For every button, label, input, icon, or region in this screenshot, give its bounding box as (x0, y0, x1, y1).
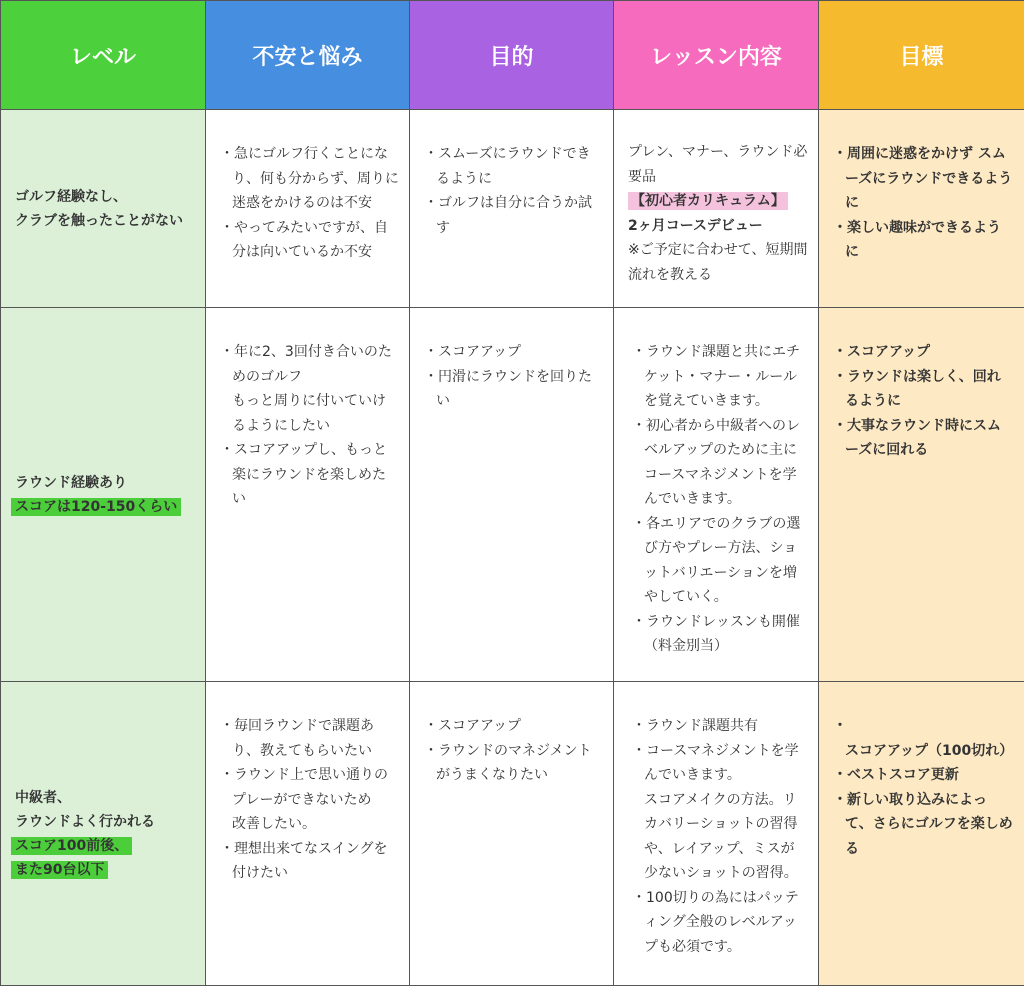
level-text: 中級者、 (15, 789, 71, 806)
list-item: ・スコアアップ（100切れ） (833, 718, 1014, 759)
level-cell (1, 110, 206, 308)
lesson-content-cell (614, 308, 819, 682)
list-item: ・円滑にラウンドを回りたい (424, 368, 592, 409)
list-item: ・急にゴルフ行くことになり、何も分からず、周りに迷惑をかけるのは不安 (220, 146, 399, 211)
worries-cell (206, 110, 410, 308)
list-item: ・スコアアップし、もっと楽にラウンドを楽しめたい (220, 442, 388, 507)
list-item: ・ラウンド課題と共にエチケット・マナー・ルールを覚えていきます。 (632, 344, 800, 409)
table-row (1, 308, 1024, 682)
list-item: ・100切りの為にはパッティング全般のレベルアップも必須です。 (632, 889, 799, 955)
list-item: ・大事なラウンド時にスムーズに回れる (833, 417, 1001, 458)
header-row (1, 1, 1024, 110)
header-worries: 不安と悩み (206, 1, 410, 110)
goals-cell (819, 110, 1024, 308)
list-item: ・初心者から中級者へのレベルアップのために主にコースマネジメントを学んでいきます。 (632, 417, 800, 507)
goals-cell (819, 682, 1024, 986)
list-item: ・ラウンドレッスンも開催（料金別当） (632, 613, 800, 654)
list-item: ・ラウンド上で思い通りのプレーができないため 改善したい。 (220, 767, 388, 832)
table-row (1, 682, 1024, 986)
list-item: ・各エリアでのクラブの選び方やプレー方法、ショットバリエーションを増やしていく。 (632, 515, 801, 605)
level-cell (1, 308, 206, 682)
score-highlight: スコア100前後、 (11, 837, 132, 855)
goals-cell (819, 308, 1024, 682)
worries-cell (206, 308, 410, 682)
level-text: ゴルフ経験なし、 (15, 188, 127, 205)
list-item: ・毎回ラウンドで課題あり、教えてもらいたい (220, 718, 374, 759)
lesson-content-cell (614, 682, 819, 986)
list-item: ・やってみたいですが、自分は向いているか不安 (220, 219, 388, 260)
list-item: ・ゴルフは自分に合うか試す (424, 195, 592, 236)
purpose-cell (410, 308, 614, 682)
level-cell (1, 682, 206, 986)
list-item: ・周囲に迷惑をかけず スムーズにラウンドできるように (833, 146, 1013, 211)
list-item: ・楽しい趣味ができるように (833, 219, 1001, 260)
list-item: ・理想出来てなスイングを付けたい (220, 840, 388, 881)
content-intro: プレン、マナー、ラウンド必要品 (628, 144, 808, 185)
header-lesson-content: レッスン内容 (614, 1, 819, 110)
score-highlight: スコアは120-150くらい (11, 498, 181, 516)
list-item: ・スムーズにラウンドできるように (424, 146, 591, 187)
curriculum-badge: 【初心者カリキュラム】 (628, 192, 788, 210)
list-item: ・スコアアップ (833, 344, 931, 360)
level-text: クラブを触ったことがない (15, 212, 183, 229)
purpose-cell (410, 682, 614, 986)
purpose-cell (410, 110, 614, 308)
course-debut: 2ヶ月コースデビュー (628, 217, 763, 234)
header-level: レベル (1, 1, 206, 110)
list-item: ・ラウンド課題共有 (632, 718, 758, 734)
list-item: ・ラウンドは楽しく、回れるように (833, 368, 1001, 409)
score-highlight: また90台以下 (11, 861, 108, 879)
level-text: ラウンド経験あり (15, 474, 127, 491)
list-item: ・コースマネジメントを学んでいきます。 スコアメイクの方法。リカバリーショットの習得や、レイアップ、ミスが少ないショットの習得。 (632, 742, 799, 881)
header-purpose: 目的 (410, 1, 614, 110)
header-goals: 目標 (819, 1, 1024, 110)
list-item: ・スコアアップ (424, 344, 522, 360)
table-row (1, 110, 1024, 308)
list-item: ・ラウンドのマネジメントがうまくなりたい (424, 742, 592, 783)
list-item: ・スコアアップ (424, 718, 522, 734)
list-item: ・年に2、3回付き合いのためのゴルフ もっと周りに付いていけるようにしたい (220, 344, 392, 434)
list-item: ・新しい取り込みによって、さらにゴルフを楽しめる (833, 791, 1013, 857)
lesson-content-cell (614, 110, 819, 308)
list-item: ・ベストスコア更新 (833, 767, 959, 783)
worries-cell (206, 682, 410, 986)
content-note: ※ご予定に合わせて、短期間流れを教える (628, 242, 808, 283)
level-text: ラウンドよく行かれる (15, 813, 155, 830)
